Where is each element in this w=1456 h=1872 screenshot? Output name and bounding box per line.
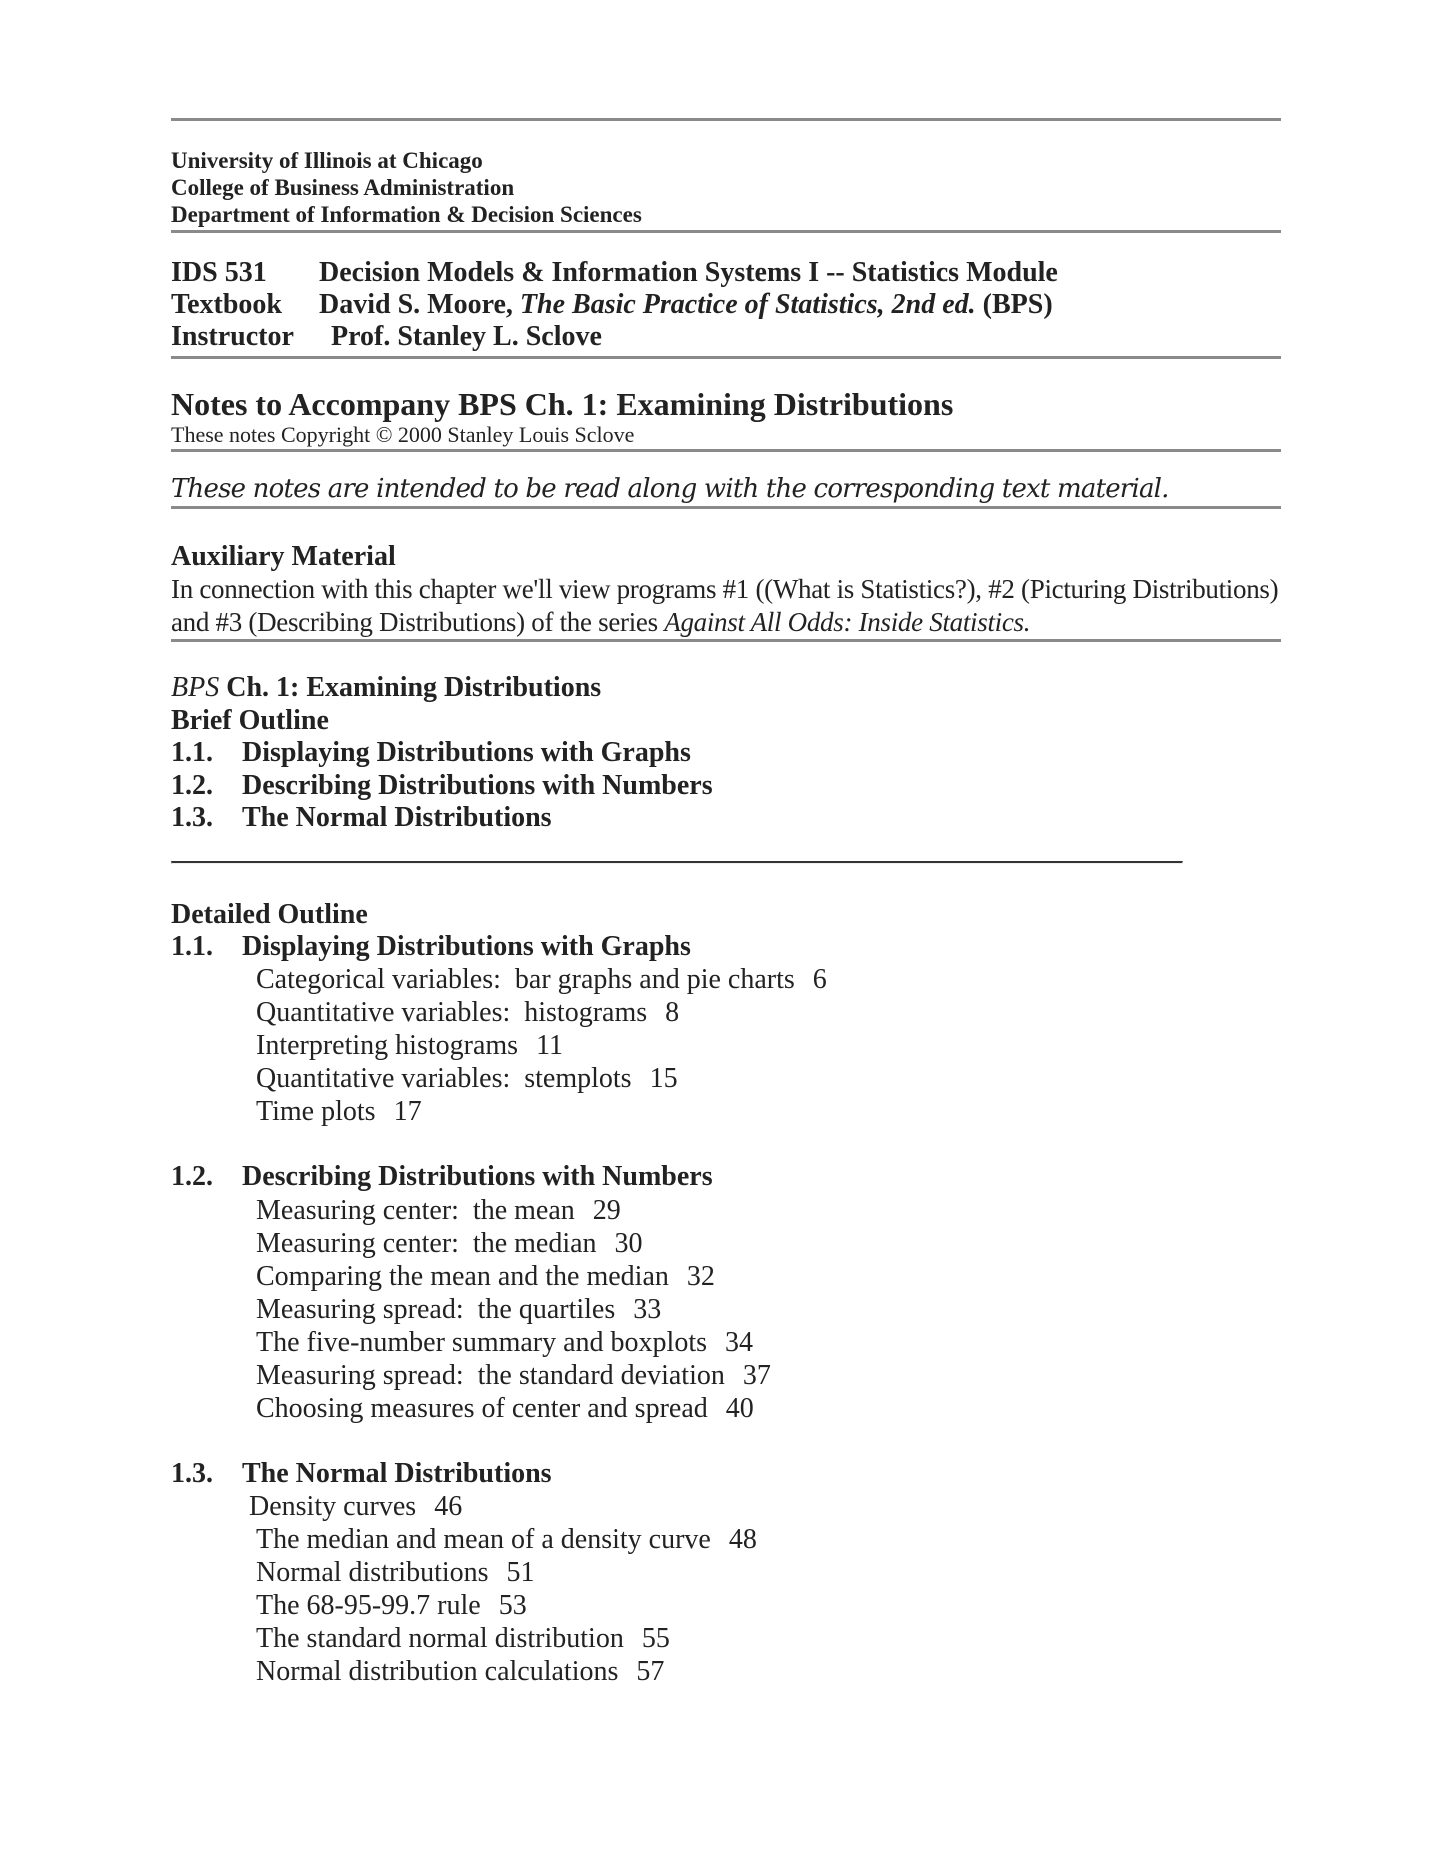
auxiliary-title: Auxiliary Material — [171, 541, 396, 572]
page-title: Notes to Accompany BPS Ch. 1: Examining Distributions — [171, 386, 954, 422]
topic-text: Categorical variables: bar graphs and pie charts — [256, 964, 795, 995]
topic-item — [171, 963, 1281, 996]
title-rule — [171, 449, 1281, 452]
topic-item — [171, 1293, 1281, 1326]
topic-item — [171, 996, 1281, 1029]
topic-page: 37 — [742, 1359, 771, 1391]
topic-item — [171, 1523, 1281, 1556]
topic-text: Measuring spread: the standard deviation — [256, 1359, 725, 1391]
topic-item — [171, 1260, 1281, 1293]
topic-page: 33 — [633, 1293, 662, 1325]
topic-page: 29 — [592, 1194, 621, 1226]
topic-page: 40 — [725, 1392, 754, 1424]
outline-number: 1.2. — [171, 769, 213, 801]
topic-item — [171, 1062, 1281, 1095]
topic-item — [171, 1556, 1281, 1589]
detailed-outline-section — [171, 898, 1281, 1689]
section-number: 1.2. — [171, 1161, 213, 1192]
auxiliary-section — [171, 540, 1281, 639]
topic-text: Comparing the mean and the median — [256, 1260, 669, 1292]
chapter-heading — [171, 671, 1281, 704]
topic-text: The five-number summary and boxplots — [256, 1326, 708, 1358]
textbook-value — [319, 289, 1053, 321]
section-label: Describing Distributions with Numbers — [242, 1161, 713, 1192]
outline-label: The Normal Distributions — [242, 802, 552, 833]
college-line: College of Business Administration — [171, 175, 515, 200]
course-row-ids — [171, 257, 1281, 289]
chapter-heading-text: Ch. 1: Examining Distributions — [219, 672, 602, 703]
outline-number: 1.3. — [171, 802, 213, 833]
topic-page: 51 — [506, 1557, 535, 1588]
top-rule — [171, 118, 1281, 121]
textbook-title: The Basic Practice of Statistics, 2nd ed. — [519, 289, 976, 320]
auxiliary-body — [171, 573, 1281, 639]
topic-page: 46 — [434, 1491, 463, 1522]
course-value: Decision Models & Information Systems I -- Statistics Module — [319, 257, 1058, 288]
section-label: The Normal Distributions — [242, 1457, 552, 1489]
chapter-heading-italic: BPS — [171, 672, 220, 703]
section-heading — [171, 1161, 1281, 1194]
topic-item — [171, 1227, 1281, 1260]
topic-page: 55 — [641, 1623, 670, 1654]
course-rule — [171, 356, 1281, 359]
topic-item — [171, 1490, 1281, 1523]
topic-page: 48 — [728, 1524, 757, 1555]
topic-item — [171, 1622, 1281, 1655]
topic-text: Normal distribution calculations — [256, 1656, 619, 1687]
brief-outline-section — [171, 671, 1281, 835]
institution-header — [171, 147, 1281, 228]
outline-separator — [171, 861, 1183, 864]
university-line: University of Illinois at Chicago — [171, 148, 483, 173]
topic-page: 6 — [812, 964, 827, 995]
topic-text: Quantitative variables: histograms — [256, 997, 648, 1028]
topic-text: Measuring spread: the quartiles — [256, 1293, 616, 1325]
topic-page: 11 — [536, 1030, 564, 1061]
topic-page: 57 — [636, 1656, 665, 1687]
document-page — [171, 118, 1281, 1688]
topic-text: Choosing measures of center and spread — [256, 1392, 708, 1424]
auxiliary-text: In connection with this chapter we'll view programs #1 ((What is Statistics?), #2 (Picturing Distributions) and #3 (Describing Distributions) of the series — [171, 574, 1279, 637]
textbook-abbrev: (BPS) — [975, 289, 1053, 320]
topic-text: Quantitative variables: stemplots — [256, 1063, 632, 1094]
topic-item — [171, 1326, 1281, 1359]
topic-page: 32 — [686, 1260, 715, 1292]
course-key: IDS 531 — [171, 257, 267, 288]
topic-item — [171, 1194, 1281, 1227]
outline-label: Describing Distributions with Numbers — [242, 769, 713, 801]
course-row-textbook — [171, 289, 1281, 321]
instructor-key: Instructor — [171, 321, 294, 352]
topic-page: 8 — [665, 997, 680, 1028]
intro-rule — [171, 506, 1281, 509]
intro-note: These notes are intended to be read along with the corresponding text material. — [171, 474, 1169, 504]
auxiliary-rule — [171, 639, 1281, 642]
topic-item — [171, 1029, 1281, 1062]
series-title: Against All Odds: Inside Statistics. — [664, 607, 1031, 637]
department-line: Department of Information & Decision Sciences — [171, 202, 642, 227]
outline-number: 1.1. — [171, 737, 213, 768]
topic-text: The standard normal distribution — [256, 1623, 624, 1654]
section-number: 1.1. — [171, 930, 213, 962]
topic-text: Measuring center: the median — [256, 1227, 597, 1259]
course-row-instructor — [171, 321, 1281, 353]
topic-text: The median and mean of a density curve — [256, 1524, 711, 1555]
brief-outline-item — [171, 770, 1281, 803]
topic-text: Density curves — [249, 1491, 417, 1522]
section-number: 1.3. — [171, 1457, 213, 1489]
topic-text: The 68-95-99.7 rule — [256, 1590, 481, 1621]
brief-outline-item — [171, 802, 1281, 835]
topic-item — [171, 1095, 1281, 1128]
detailed-outline-title: Detailed Outline — [171, 898, 368, 930]
topic-item — [171, 1589, 1281, 1622]
topic-page: 15 — [649, 1063, 678, 1094]
section-heading — [171, 1458, 1281, 1491]
topic-page: 34 — [725, 1326, 754, 1358]
topic-page: 30 — [614, 1227, 643, 1259]
outline-label: Displaying Distributions with Graphs — [242, 737, 691, 768]
topic-text: Time plots — [256, 1096, 376, 1127]
course-info — [171, 257, 1281, 353]
brief-outline-item — [171, 737, 1281, 770]
header-rule — [171, 230, 1281, 233]
instructor-value: Prof. Stanley L. Sclove — [331, 321, 602, 352]
topic-page: 53 — [498, 1590, 527, 1621]
topic-text: Measuring center: the mean — [256, 1194, 575, 1226]
section-label: Displaying Distributions with Graphs — [242, 930, 691, 962]
textbook-key: Textbook — [171, 289, 283, 320]
topic-item — [171, 1655, 1281, 1688]
textbook-author: David S. Moore, — [319, 289, 520, 320]
topic-text: Normal distributions — [256, 1557, 489, 1588]
copyright-notice: These notes Copyright © 2000 Stanley Louis Sclove — [171, 422, 635, 447]
topic-page: 17 — [393, 1096, 422, 1127]
brief-outline-title: Brief Outline — [171, 705, 329, 736]
topic-text: Interpreting histograms — [256, 1030, 519, 1061]
title-block — [171, 385, 1281, 447]
topic-item — [171, 1359, 1281, 1392]
section-heading — [171, 931, 1281, 964]
topic-item — [171, 1392, 1281, 1425]
